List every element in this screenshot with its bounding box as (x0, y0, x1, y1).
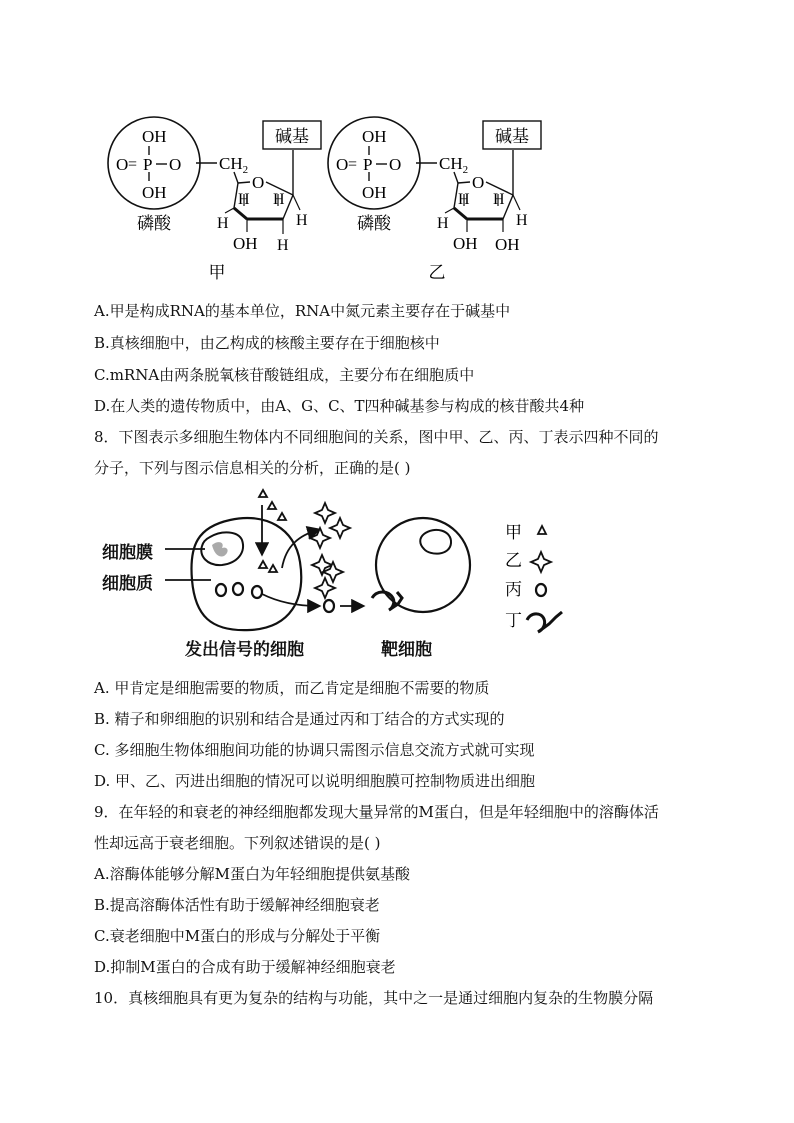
q7-option-d: D.在人类的遗传物质中，由A、G、C、T四种碱基参与构成的核苷酸共4种 (94, 397, 585, 415)
q9-option-a: A.溶酶体能够分解M蛋白为年轻细胞提供氨基酸 (94, 865, 410, 883)
h-upper-left: H (238, 191, 250, 208)
oh-bottom-left: OH (233, 234, 258, 253)
bing-vesicle (233, 583, 243, 595)
ring-o: O (472, 173, 485, 192)
q10-stem-line1: 10．真核细胞具有更为复杂的结构与功能，其中之一是通过细胞内复杂的生物膜分隔 (94, 989, 654, 1007)
h-upper-left: H (458, 191, 470, 208)
base-label: 碱基 (495, 127, 529, 146)
h-right: H (516, 212, 528, 229)
target-cell-label: 靶细胞 (381, 640, 432, 660)
q7-option-c: C.mRNA由两条脱氧核苷酸链组成，主要分布在细胞质中 (94, 366, 475, 384)
nucleotide-name-yi: 乙 (428, 263, 446, 282)
h-upper-right: H (493, 191, 505, 208)
h-upper-right: H (273, 191, 285, 208)
q8-option-b: B. 精子和卵细胞的识别和结合是通过丙和丁结合的方式实现的 (94, 710, 505, 728)
q9-stem-line1: 9．在年轻的和衰老的神经细胞都发现大量异常的M蛋白，但是年轻细胞中的溶酶体活 (94, 803, 659, 821)
bing-vesicle (252, 586, 262, 598)
bing-vesicle (216, 584, 226, 596)
target-cell-nucleus (420, 530, 451, 554)
membrane-label: 细胞膜 (102, 543, 153, 563)
ring-o: O (252, 173, 265, 192)
phosphate-o-right: O (389, 155, 402, 174)
jia-molecules (259, 490, 286, 572)
phosphate-o-left: O (116, 155, 129, 174)
ch2-label: $CH_2$ (439, 154, 469, 176)
phosphate-oh-top: OH (142, 127, 167, 146)
phosphate-eq: = (128, 156, 138, 173)
sending-cell-membrane (191, 518, 301, 630)
base-label: 碱基 (275, 127, 309, 146)
nucleotide-figure (0, 110, 794, 285)
phosphate-oh-top: OH (362, 127, 387, 146)
legend-bing-label: 丙 (505, 580, 522, 599)
nucleotide-name-jia: 甲 (208, 263, 226, 282)
nucleotide-jia (108, 117, 321, 282)
legend-jia-icon (538, 526, 546, 534)
q8-stem-line2: 分子，下列与图示信息相关的分析，正确的是( ) (94, 459, 411, 477)
phosphate-label: 磷酸 (357, 214, 391, 233)
legend-bing-icon (536, 584, 546, 596)
cytoplasm-label: 细胞质 (102, 574, 153, 594)
phosphate-oh-bottom: OH (362, 183, 387, 202)
q9-stem-line2: 性却远高于衰老细胞。下列叙述错误的是( ) (94, 834, 381, 852)
phosphate-label: 磷酸 (137, 214, 171, 233)
q7-option-b: B.真核细胞中，由乙构成的核酸主要存在于细胞核中 (94, 334, 440, 352)
phosphate-eq: = (348, 156, 358, 173)
h-left: H (437, 215, 449, 232)
h-bottom-right: H (277, 237, 289, 254)
phosphate-p: P (363, 155, 373, 174)
phosphate-p: P (143, 155, 153, 174)
sender-cell-label: 发出信号的细胞 (185, 640, 304, 660)
q7-option-a: A.甲是构成RNA的基本单位，RNA中氮元素主要存在于碱基中 (94, 302, 511, 320)
q8-stem-line1: 8．下图表示多细胞生物体内不同细胞间的关系，图中甲、乙、丙、丁表示四种不同的 (94, 428, 659, 446)
phosphate-o-left: O (336, 155, 349, 174)
bing-secreted (324, 600, 334, 612)
q9-option-c: C.衰老细胞中M蛋白的形成与分解处于平衡 (94, 927, 381, 945)
phosphate-oh-bottom: OH (142, 183, 167, 202)
ch2-label: $CH_2$ (219, 154, 249, 176)
q9-option-d: D.抑制M蛋白的合成有助于缓解神经细胞衰老 (94, 958, 396, 976)
oh-bottom-right: OH (495, 235, 520, 254)
oh-bottom-left: OH (453, 234, 478, 253)
target-cell (376, 518, 470, 612)
legend-ding-label: 丁 (505, 611, 522, 630)
nucleotide-yi (328, 117, 541, 282)
legend-jia-label: 甲 (505, 523, 522, 542)
legend-yi-label: 乙 (505, 551, 522, 570)
phosphate-o-right: O (169, 155, 182, 174)
q8-option-c: C. 多细胞生物体细胞间功能的协调只需图示信息交流方式就可实现 (94, 741, 535, 759)
q8-option-d: D. 甲、乙、丙进出细胞的情况可以说明细胞膜可控制物质进出细胞 (94, 772, 536, 790)
yi-molecules (310, 503, 350, 598)
legend-ding-icon (527, 612, 562, 632)
h-left: H (217, 215, 229, 232)
q9-option-b: B.提高溶酶体活性有助于缓解神经细胞衰老 (94, 896, 380, 914)
q8-option-a: A. 甲肯定是细胞需要的物质，而乙肯定是细胞不需要的物质 (94, 679, 490, 697)
legend-yi-icon (531, 552, 551, 572)
h-right: H (296, 212, 308, 229)
